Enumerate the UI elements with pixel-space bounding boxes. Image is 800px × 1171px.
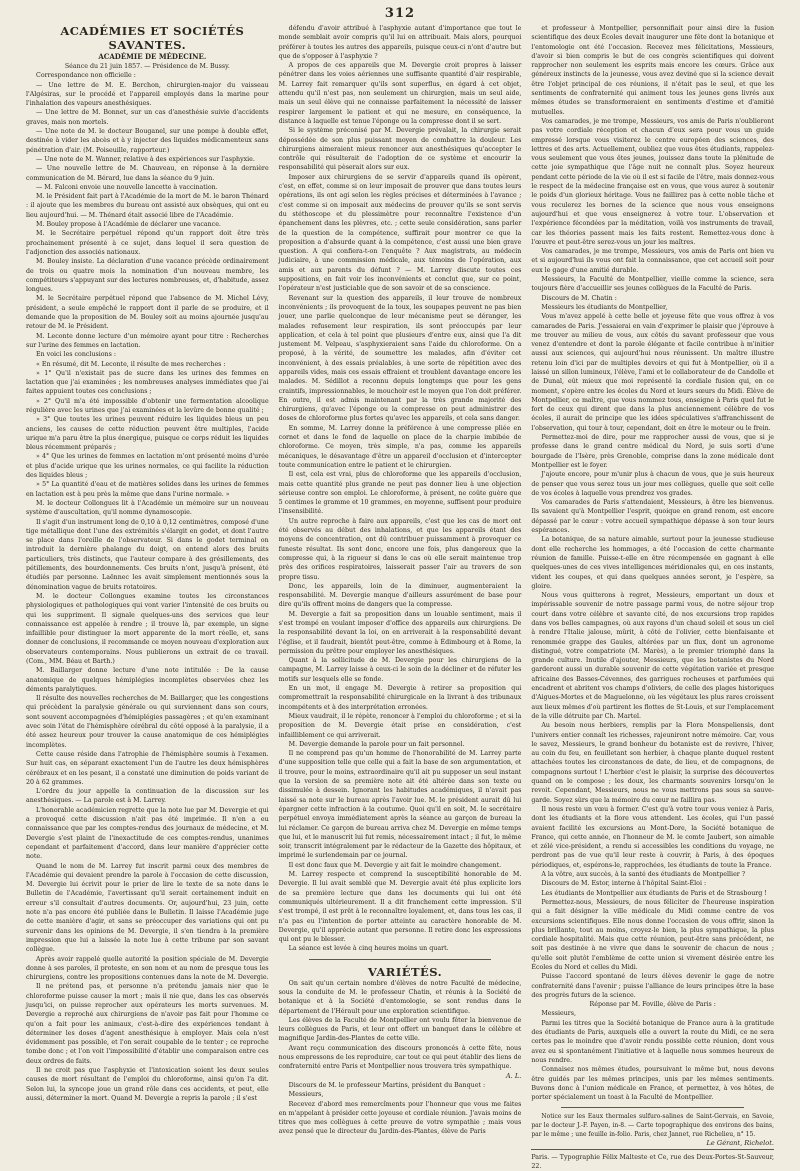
speech3-heading: Discours de M. Estor, interne à l'hôpital Saint-Éloi : <box>541 880 707 888</box>
column-right <box>531 24 775 1170</box>
paragraph: » 4° Que les urines de femmes en lactation m'ont présenté moins d'urée et plus d'acide urique que les urines normales, ce qui facilite la réduction des liquides bleus ; <box>26 453 269 480</box>
column-left <box>26 24 269 1102</box>
paragraph: On sait qu'un certain nombre d'élèves de notre Faculté de médecine, sous la conduite de M. le professeur Chatin, et réunis à la Société de botanique et à la Société d'entomologie, se sont rendus dans le département de l'Hérault pour une exploration scientifique. <box>278 979 522 1015</box>
paragraph: Vous m'avez appelé à cette belle et joyeuse fête que vous offrez à vos camarades de Paris. J'essaierai en vain d'exprimer le plaisir que j'éprouve à me trouver au milieu de vous, aux côtés du savant professeur que vous venez d'entendre et dont la parole élégante et facile contribue à m'initier aussi aux sciences, qui aujourd'hui nous réunissent. Un maître illustre retenu loin d'ici par de multiples devoirs et qui fut à Montpellier, où il a laissé un sillon lumineux, l'élève, l'ami et le collaborateur de de Candolle et de Dunal, eût mieux que moi représenté la cordiale fusion qui, en ce moment, s'opère entre les écoles du Nord et leurs sœurs du Midi. Élève de Montpellier, ce maître, que vous nommez tous, enseigne à Paris quel fut le fort de ceux qui dirent que dans la plus anciennement célèbre de vos écoles, il aurait de principe que les idées spéculatives s'affranchissent de l'observation, qui tour à tour, cependant, doit en être le moteur ou le frein. <box>531 313 775 432</box>
paragraph: Il ne comprend pas qu'un homme de l'honorabilité de M. Larrey parte d'une supposition telle que celle qui a fait la base de son argumentation, et il trouve, pour le moins, extraordinaire qu'il ait pu supposer un seul instant que la version de sa première note ait été altérée dans son texte ou dissimulée à dessein. Ignorant les habitudes académiques, il n'avait pas laissé sa note sur le bureau après l'avoir lue. M. le président aurait dû lui épargner cette infraction à la coutume. Quoi qu'il en soit, M. le secrétaire perpétuel envoya immédiatement après la séance au garçon de bureau la lui réclamer. Ce garçon de bureau arriva chez M. Devergie en même temps que lui, et le manuscrit lui fut remis, nécessairement intact ; il fut, le même soir, transcrit intégralement par le rédacteur de la Gazette des hôpitaux, et imprimé le surlendemain par ce journal. <box>278 750 522 860</box>
paragraph: L'ordre du jour appelle la continuation de la discussion sur les anesthésiques. — La parole est à M. Larrey. <box>26 788 269 805</box>
signature: A. L. <box>505 1071 522 1080</box>
paragraph: — Une lettre de M. Bonnet, sur un cas d'anesthésie suivie d'accidents graves, mais non mortels. <box>26 109 269 126</box>
session-line: Séance du 21 juin 1857. — Présidence de M. Bussy. <box>64 63 230 70</box>
paragraph: A propos de ces appareils que M. Devergie croit propres à laisser pénétrer dans les voies aériennes une suffisante quantité d'air respirable, M. Larrey fait remarquer qu'ils sont superflus, en égard à cet objet, attendu qu'il n'est pas, non seulement un chirurgien, mais un seul aide, mais un seul élève qui ne connaisse parfaitement la nécessité de laisser respirer largement le patient et qui ne mesure, en conséquence, la distance à laquelle est tenue l'éponge ou la compresse dont il se sert. <box>278 62 522 125</box>
paragraph: J'ajoute encore, pour m'unir plus à chacun de vous, que je suis heureux de penser que vous serez tous un jour mes collègues, quelle que soit celle de vos écoles à laquelle vous prendrez vos grades. <box>531 471 775 497</box>
paragraph: » 3° Que toutes les urines peuvent réduire les liquides bleus un peu anciens, les causes de cette réduction peuvent être multiples, l'acide urique m'a paru être la plus énergique, puisque ce corps réduit les liquides bleus récemment préparés ; <box>26 416 269 452</box>
paragraph: La séance est levée à cinq heures moins un quart. <box>288 945 449 953</box>
divider <box>309 959 492 960</box>
paragraph: Les élèves de la Faculté de Montpellier ont voulu fêter la bienvenue de leurs collègues de Paris, et leur ont offert un banquet dans le célèbre et magnifique Jardin-des-Plantes de cette ville. <box>278 1016 522 1043</box>
paragraph: » 2° Qu'il m'a été impossible d'obtenir une fermentation alcoolique régulière avec les urines que j'ai examinées et la levûre de bonne qualité ; <box>26 397 269 414</box>
paragraph: M. le Secrétaire perpétuel répond qu'un rapport doit être très prochainement présenté à ce sujet, dans lequel il sera question de l'adjonction des associés nationaux. <box>26 230 269 256</box>
paragraph: Il ne prétend pas, et personne n'a prétendu jamais nier que le chloroforme puisse causer la mort ; mais il nie que, dans les cas observés jusqu'ici, on puisse reprocher aux opérateurs les morts survenues. M. Devergie a reproché aux chirurgiens de n'avoir pas fait pour l'homme ce qu'on a fait pour les animaux, c'est-à-dire des expériences tendant à déterminer les doses d'agent anesthésique à employer. Mais cela n'est évidemment pas possible, et l'on serait coupable de le tenter ; ce reproche tombe donc ; et l'on voit l'impossibilité d'établir une comparaison entre ces deux ordres de faits. <box>26 983 269 1065</box>
paragraph: « En résumé, dit M. Leconte, il résulte de mes recherches : <box>36 360 226 368</box>
paragraph: Nous vous quitterons à regret, Messieurs, emportant un doux et impérissable souvenir de notre passage parmi vous, de notre séjour trop court dans votre célèbre et savante cité, de nos excursions trop rapides dans vos belles campagnes, où aux rayons d'un chaud soleil et sous un ciel à rendre l'Italie jalouse, mûrit, à côté de l'olivier, cette bienfaisante et renommée grappe des Gaules, altérées par un flux, dont un agronome distingué, votre compatriote (M. Marès), a le premier triomphé dans la grande culture. Inutile d'ajouter, Messieurs, que les botanistes du Nord garderont aussi un durable souvenir de cette végétation variée et presque africaine des Basses-Cévennes, des garrigues rocheuses et parfumées qui encadrent et abritent vos champs d'oliviers, de celle des plages historiques d'Aigues-Mortes et de Maguelonne, où les végétaux les plus rares croissent aux lieux mêmes d'où partirent les flottes de St-Louis, et sur l'emplacement de la ville détruite par Ch. Martel. <box>531 592 775 720</box>
divider <box>561 1107 744 1108</box>
paragraph: En voici les conclusions : <box>36 351 116 359</box>
paragraph: Permettez-nous, Messieurs, de nous féliciter de l'heureuse inspiration qui a fait désigner la ville médicale du Midi comme centre de vos excursions scientifiques. Elle nous donne l'occasion de vous offrir, sinon la plus brillante, tout au moins, croyez-le bien, la plus sympathique, la plus cordiale hospitalité. Mais que cette réunion, peut-être sans précédent, ne soit pas destinée à ne vivre que dans le souvenir de chacun de nous ; qu'elle soit plutôt l'emblème de cette union si vivement désirée entre les Écoles du Nord et celles du Midi. <box>531 898 775 971</box>
paragraph: Revenant sur la question des appareils, il leur trouve de nombreux inconvénients ; ils provoquent de la toux, les soupapes peuvent ne pas bien jouer, une parlie quelconque de leur mécanisme peut se déranger, les malades refusement leur respiration, ils sont préoccupés par leur application, et cela à tel point que plusieurs d'entre eux, ainsi que l'a dit justement M. Velpeau, s'asphyxieraient sans l'aide du chloroforme. On a proposé, à la vérité, de soumettre les malades, afin d'éviter cet inconvénient, à des essais préalables, à une sorte de répétition avec des appareils vides, mais ces essais effraient et troublent davantage encore les malades. M. Sédillot a reconnu depuis longtemps que pour les gens craintifs, impressionnables, le mouchoir est le moyen que l'on doit préférer. En outre, il est admis maintenant par la très grande majorité des chirurgiens, qu'avec l'éponge ou la compresse on peut administrer des doses de chloroforme plus fortes qu'avec les appareils, et cela sans danger. <box>278 294 522 423</box>
paragraph: Donc, les appareils, loin de la diminuer, augmenteraient la responsabilité. M. Devergie manque d'ailleurs assurément de base pour dire qu'ils offrent moins de dangers que la compresse. <box>278 582 522 609</box>
paragraph: Après avoir rappelé quelle autorité la position spéciale de M. Devergie donne à ses paroles, il proteste, en son nom et au nom de presque tous les chirurgiens, contre les propositions contenues dans la note de M. Devergie. <box>26 955 269 982</box>
speech2-heading: Discours de M. Chatin : <box>541 294 617 302</box>
subsection-title: ACADÉMIE DE MÉDECINE. <box>98 52 207 61</box>
speech3-body <box>531 889 774 1001</box>
speech4-body <box>531 1009 774 1102</box>
speech-heading: Discours de M. le professeur Martins, président du Banquet : <box>288 1081 486 1089</box>
paragraph: En somme, M. Larrey donne la préférence à une compresse pliée en cornet et dans le fond de laquelle on place de la charpie imbibée de chloroforme. Ce moyen, très simple, n'a pas, comme les appareils mécaniques, le désavantage d'être un appareil d'occlusion et d'intercepter toute communication entre le patient et le chirurgien. <box>278 424 522 469</box>
paragraph: M. le docteur Collongues lit à l'Académie un mémoire sur un nouveau système d'auscultation, qu'il nomme dynamoscopie. <box>26 499 269 517</box>
middle-body <box>279 24 522 954</box>
paragraph: — Une lettre de M. E. Berchon, chirurgien-major du vaisseau l'Algésiras, sur le procédé et l'appareil employés dans la marine pour l'inhalation des vapeurs anesthésiques. <box>26 81 269 108</box>
imprint-line: Paris. — Typographie Félix Malteste et Ce, rue des Deux-Portes-St-Sauveur, 22. <box>531 1149 774 1171</box>
paragraph: M. Devergie demande la parole pour un fait personnel. <box>288 740 465 748</box>
paragraph: M. le Président fait part à l'Académie de la mort de M. le baron Thénard : il ajoute que les membres du bureau ont assisté aux obsèques, qui ont eu lieu aujourd'hui. — M. Thénard était associé libre de l'Académie. <box>26 193 269 219</box>
paragraph: défendu d'avoir attribué à l'asphyxie autant d'importance que tout le monde semblait avoir compris qu'il lui en attribuait. Mais alors, pourquoi préférer à toutes les autres des appareils, puisque ceux-ci n'ont d'autre but que de s'opposer à l'asphyxie ? <box>278 25 522 60</box>
paragraph: Il s'agit d'un instrument long de 0,10 à 0,12 centimètres, composé d'une tige métallique dont l'une des extrémités s'élargit en godet, et dont l'autre se place dans l'oreille de l'observateur. Si dans le godet terminal on introduit la dernière phalange du doigt, on entend alors des bruits particuliers, très distincts, que l'auteur compare à des grésillements, des pétillements, des bourdonnements. Ces bruits n'ont, jusqu'à présent, été étudiés par personne. Laënnec les avait simplement mentionnés sous la dénomination vague de bruits rotatoires. <box>26 518 269 591</box>
section-title: ACADÉMIES ET SOCIÉTÉS SAVANTES. <box>60 24 245 52</box>
page-number: 312 <box>384 6 416 21</box>
paragraph: Au besoin nous herbiers, remplis par la Flora Monspeliensis, dont l'univers entier connaît les richesses, rajeuniront notre mémoire. Car, vous le savez, Messieurs, le grand bonheur du botaniste est de revivre, l'hiver, au coin du feu, en feuilletant son herbier, à chaque plante duquel restent attachées toutes les circonstances de date, de lieu, et de compagnons, de compagnons surtout ! L'herbier c'est le plaisir, la surprise des découvertes quand on le compose ; les doux, les charmants souvenirs lorsqu'on le revoit. Cependant, Messieurs, nous ne vous mettrons pas sous sa sauve-garde. Soyez sûrs que la mémoire du cœur ne faillira pas. <box>531 722 775 804</box>
paragraph: M. Bouley insiste. La déclaration d'une vacance précède ordinairement de trois ou quatre mois la nomination d'un nouveau membre, les compétiteurs s'appuyant sur des lectures nombreuses, et, d'habitude, assez longues. <box>26 258 269 294</box>
book-notice: Notice sur les Eaux thermales sulfuro-salines de Saint-Gervais, en Savoie, par le docteur J.-F. Payen, in-8. — Carte topographique des environs des bains, par le même ; une feuille in-folio. Paris, chez Jannet, rue Richelieu, n° 15. <box>531 1113 775 1138</box>
columns <box>26 24 775 1170</box>
paragraph: Un autre reproche à faire aux appareils, c'est que les cas de mort ont été observés au début des inhalations, et que les appareils étant des moyens de concentration, ont dû contribuer puissamment à provoquer ce funeste résultat. Ils sont donc, encore une fois, plus dangereux que la compresse qui, à la rigueur si dans le cas où elle serait maintenue trop près des orifices respiratoires, laisserait passer l'air au travers de son propre tissu. <box>278 517 522 581</box>
paragraph: Vos camarades, je me trompe, Messieurs, vos amis de Paris ont bien vu et si aujourd'hui ils vous ont fait la connaissance, que cet accueil soit pour eux le gage d'une amitié durable. <box>531 248 775 274</box>
paragraph: — Une note de M. Wanner, relative à des expériences sur l'asphyxie. <box>36 155 255 163</box>
paragraph: M. Bouley propose à l'Académie de déclarer une vacance. <box>36 221 221 229</box>
paragraph: Connaisez nos mêmes études, poursuivant le même but, nous devons être guidés par les mêmes principes, unis par les mêmes sentiments. Buvons donc à l'union médicale en France, et permettez, à vos hôtes, de porter spécialement un toast à la Faculté de Montpellier. <box>531 1066 775 1102</box>
paragraph: Vos camarades de Paris s'attendaient, Messieurs, à être les bienvenus. Ils savaient qu'à Montpellier l'esprit, quoique en grand renom, est encore dépassé par le cœur : votre accueil sympathique dépasse à son tour leurs espérances. <box>531 499 775 535</box>
paragraph: Messieurs les étudiants de Montpellier, <box>541 303 668 311</box>
paragraph: Les étudiants de Montpellier aux étudiants de Paris et de Strasbourg ! <box>541 889 767 897</box>
paragraph: La botanique, de sa nature aimable, surtout pour la jeunesse studieuse dont elle recherche les hommages, a été l'occasion de cette charmante réunion de famille. Puisse-t-elle en être récompensée en gagnant à elle quelques-unes de ces vives intelligences méridionales qui, en ces instants, vident les coupes, et qui dans quelques années seront, je l'espère, sa gloire. <box>531 536 775 590</box>
paragraph: Avant reçu communication des discours prononcés à cette fête, nous nous empressons de les reproduire, car tout ce qui peut établir des liens de confraternité entre Paris et Montpellier nous trouvera très sympathique. <box>278 1044 522 1071</box>
paragraph: Vos camarades, je me trompe, Messieurs, vos amis de Paris n'oublieront pas votre cordiale réception et chacun d'eux sera pour vous un guide empressé lorsque vous visiterez le centre européen des sciences, des lettres et des arts. Actuellement, oubliez que vous êtes étudiants, rappelez-vous seulement que vous êtes jeunes, jouissez dans toute la plénitude de cette joie sympathique que l'âge nuit ne connaît plus. Soyez heureux pendant cette période de la vie où il est si facile de l'être, mais donnez-vous le respect de la médecine française est en vous, que vous aurez à soutenir le poids d'un glorieux héritage. Vous ne faillirez pas à cette noble tâche et vous reculerez les bornes de la science que nous vous enseignons aujourd'hui et que vous enseignerez à votre tour. L'observation et l'expérience fécondées par la méditation, voilà vos instruments de travail, car les théories passent mais les faits restent. Remettez-vous donc à l'œuvre et peut-être serez-vous un jour les maîtres. <box>531 117 775 246</box>
paragraph: » 1° Qu'il n'existait pas de sucre dans les urines des femmes en lactation que j'ai examinées ; les nombreuses analyses immédiates que j'ai faites appuient toutes ces conclusions ; <box>26 369 269 396</box>
paragraph: Il nous reste un vœu à former. C'est qu'à votre tour vous veniez à Paris, dont les étudiants et la flore vous attendent. Les écoles, qui l'un passé avaient facilité les excursions au Mont-Dore, la Société botanique de France, qui cette année, en l'honneur de M. le comte Jaubert, son aimable et zélé vice-président, a rendu si accessibles les conditions du voyage, ne perdront pas de vue qu'il leur reste à couvrir, à Paris, à des époques périodiques, et, espérons-le, rapprochées, les étudiants de toute la France. <box>531 805 775 869</box>
paragraph: — Une note de M. le docteur Bouganel, sur une pompe à double effet, destinée à vider les abcès et à y injecter des liquides médicamenteux sans pénétration d'air. (M. Poiseuille, rapporteur.) <box>26 128 269 154</box>
paragraph: A la vôtre, aux succès, à la santé des étudiants de Montpellier ? <box>541 871 746 879</box>
column-middle <box>278 24 522 1136</box>
paragraph: Recevez d'abord mes remercîments pour l'honneur que vous me faites en m'appelant à présider cette joyeuse et cordiale réunion. J'avais moins de titres que mes collègues à cette preuve de votre sympathie ; mais vous avez pensé que le directeur du Jardin-des-Plantes, élève de Paris <box>278 1100 522 1136</box>
paragraph: et professeur à Montpellier, personnifiait pour ainsi dire la fusion scientifique des deux Écoles devait inaugurer une fête dont la botanique et l'entomologie ont été l'occasion. Recevez mes félicitations, Messieurs, d'avoir si bien compris le but de ces congrès scientifiques qui doivent rapprocher non seulement les esprits mais encore les cœurs. Grâce aux généreux instincts de la jeunesse, vous avez deviné que si la science devait être l'objet principal de ces réunions, il n'était pas le seul, et que les sentiments de confraternité qui animent tous les jeunes gens livrés aux mêmes études se transformeraient en sentiments d'estime et d'amitié mutuelles. <box>531 25 775 116</box>
paragraph: M. Leconte donne lecture d'un mémoire ayant pour titre : Recherches sur l'urine des femmes en lactation. <box>26 332 269 349</box>
paragraph: Si le système préconisé par M. Devergie prévalait, la chirurgie serait dépossédée de son plus puissant moyen de combattre la douleur. Les chirurgiens aimeraient mieux renoncer aux anesthésiques qu'accepter le contrôle qui résulterait de l'adoption de ce système et encourir la responsabilité qui pèserait alors sur eux. <box>278 127 522 172</box>
paragraph: M. Larrey respecte et comprend la susceptibilité honorable de M. Devergie. Il lui avait semblé que M. Devergie avait été plus explicite lors de sa première lecture que dans les documents qui lui ont été communiqués ultérieurement. Il a dit franchement cette impression. S'il s'est trompé, il est prêt à le reconnaître loyalement, et, dans tous les cas, il n'a pas eu l'intention de porter atteinte au caractère honorable de M. Devergie, qu'il apprécie autant que personne. Il retire donc les expressions qui ont pu le blesser. <box>278 871 522 944</box>
paragraph: » 5° La quantité d'eau et de matières solides dans les urines de femmes en lactation est à peu près la même que dans l'urine normale. » <box>26 481 269 498</box>
paragraph: M. le docteur Collongues examine toutes les circonstances physiologiques et pathologiques qui vont varier l'intensité de ces bruits ou qui les suppriment. Il signale quelques-uns des services que leur connaissance est appelée à rendre ; il trouve là, par exemple, un signe infaillible pour distinguer la mort apparente de la mort réelle, et, sans donner de conclusions, il recommande ce moyen nouveau d'exploration aux observateurs contemporains. Nous publierons un extrait de ce travail. (Com., MM. Béau et Barth.) <box>26 592 269 665</box>
paragraph: M. le Secrétaire perpétuel répond que l'absence de M. Michel Lévy, président, a seule empêché le rapport dont il parle de se produire, et il demande que la proposition de M. Bouley soit au moins ajournée jusqu'au retour de M. le Président. <box>26 295 269 331</box>
paragraph: Mieux vaudrait, il le répète, renoncer à l'emploi du chloroforme ; et si la proposition de M. Devergie était prise en considération, c'est infailliblement ce qui arriverait. <box>278 712 522 739</box>
paragraph: M. Devergie a fait sa proposition dans un louable sentiment, mais il s'est trompé en voulant imposer d'office des appareils aux chirurgiens. De la responsabilité devant la loi, on en arriverait à la responsabilité devant l'église, et il faudrait, bientôt peut-être, comme à Édimbourg et à Rome, la permission du prêtre pour employer les anesthésiques. <box>278 610 522 655</box>
paragraph: Il ne croit pas que l'asphyxie et l'intoxication soient les deux seules causes de mort résultant de l'emploi du chloroforme, ainsi qu'on l'a dit. Selon lui, la syncope joue un grand rôle dans ces accidents, et peut, elle aussi, déterminer la mort. Quand M. Devergie a repris la parole ; il s'est <box>26 1067 269 1102</box>
paragraph: Cette cause réside dans l'atrophie de l'hémisphère soumis à l'examen. Sur huit cas, en séparant exactement l'un de l'autre les deux hémisphères cérébraux et en les pesant, il a constaté une diminution de poids variant de 20 à 62 grammes. <box>26 750 269 786</box>
speech2-body <box>531 303 774 879</box>
paragraph: — Une nouvelle lettre de M. Chauveau, en réponse à la dernière communication de M. Bérard, lue dans la séance du 9 juin. <box>26 165 269 182</box>
paragraph: Il résulte des nouvelles recherches de M. Baillarger, que les congestions qui précèdent la paralysie générale ou qui surviennent dans son cours, sont souvent accompagnées d'hémiplégies passagères ; et qu'en examinant avec soin l'état de l'hémisphère cérébral du côté opposé à la paralysie, il a été assez heureux pour trouver la cause anatomique de ces hémiplégies incomplètes. <box>26 695 269 749</box>
paragraph: Quand le nom de M. Larrey fut inscrit parmi ceux des membres de l'Académie qui devaient prendre la parole à l'occasion de cette discussion, M. Devergie lui écrivit pour le prier de lire le texte de sa note dans le Bulletin de l'Académie, l'avertissant qu'il serait certainement induit en erreur s'il consultait d'autres documents. Or, aujourd'hui, 23 juin, cette note n'a pas encore été publiée dans le Bulletin. Il laisse l'Académie juge de cette manière d'agir, et sans se préoccuper des variations qui ont pu survenir dans les opinions de M. Devergie, il s'en tiendra à la première impression que lui a laissée la note lue à cette tribune par son savant collègue. <box>26 862 269 954</box>
speech-body <box>279 1090 522 1136</box>
paragraph: — M. Falconi envoie une nouvelle lancette à vaccination. <box>36 183 218 191</box>
paragraph: Messieurs, <box>541 1010 577 1018</box>
paragraph: L'honorable académicien regrette que la note lue par M. Devergie et qui a provoqué cette discussion n'ait pas été imprimée. Il n'en a eu connaissance que par les comptes-rendus des journaux de médecine, et M. Devergie s'est plaint de l'inexactitude de ces comptes-rendus, unanimes cependant et parfaitement d'accord, dans leur manière d'apprécier cette note. <box>26 806 269 861</box>
paragraph: Parmi les titres que la Société botanique de France aura à la gratitude des étudiants de Paris, auxquels elle a ouvert la route du Midi, ce ne sera certes pas le moindre que d'avoir rendu possible cette réunion, dont vous avez eu si spontanément l'initiative et à laquelle nous sommes heureux de nous rendre. <box>531 1019 775 1064</box>
speech4-heading: Réponse par M. Foville, élève de Paris : <box>589 1001 716 1009</box>
paragraph: Il est donc faux que M. Devergie y ait fait le moindre changement. <box>288 861 502 869</box>
paragraph: Quant à la sollicitude de M. Devergie pour les chirurgiens de la campagne, M. Larrey laisse à ceux-ci le soin de la décliner et de réfuter les motifs sur lesquels elle se fonde. <box>278 657 522 683</box>
paragraph: Permettez-moi de dire, pour me rapprocher aussi de vous, que si je professe dans le grand centre médical du Nord, je suis sorti d'une bourgade de l'Isère, près Grenoble, comprise dans la zone médicale dont Montpellier est le foyer. <box>531 434 775 469</box>
right-body <box>531 24 774 294</box>
paragraph: Il est, cela est vrai, plus de chloroforme que les appareils d'occlusion, mais cette quantité plus grande ne peut pas donner lieu à une objection sérieuse contre son emploi. Le chloroforme, à présent, ne coûte guère que 5 centimes le gramme et 10 grammes, en moyenne, suffisent pour produire l'insensibilité. <box>278 471 522 516</box>
paragraph: Correspondance non officielle : <box>36 72 136 80</box>
paragraph: Puisse l'accord spontané de leurs élèves devenir le gage de notre confraternité dans l'avenir ; puisse l'alliance de leurs principes être la base des progrès futurs de la science. <box>531 973 775 999</box>
paragraph: M. Baillarger donne lecture d'une note intitulée : De la cause anatomique de quelques hémiplégies incomplètes observées chez les déments paralytiques. <box>26 667 269 693</box>
gerant-line: Le Gérant, Richelot. <box>706 1139 775 1148</box>
paragraph: Messieurs, <box>288 1091 324 1099</box>
paragraph: En un mot, il engage M. Devergie à retirer sa proposition qui compromettrait la responsabilité chirurgicale en la livrant à des tribunaux incompétents et à des interprétation erronées. <box>278 685 522 711</box>
varietes-title: VARIÉTÉS. <box>367 964 443 979</box>
paragraph: Imposer aux chirurgiens de se servir d'appareils quand ils opèrent, c'est, en effet, comme si on leur imposait de prouver que dans toutes leurs opérations, ils ont agi selon les règles précises et déterminées à l'avance ; c'est comme si on imposait aux médecins de prouver qu'ils se sont servis du stéthoscope et du plessimètre pour reconnaître l'existence d'un épanchement dans les plèvres, etc. ; cette seule considération, sans parler de la question de la compétence, suffirait pour montrer ce que la proposition a d'absurde quant à la compétence, c'est aussi une bien grave question. A qui confiera-t-on l'enquête ? Aux magistrats, au médecin judiciaire, à une commission médicale, aux témoins de l'opération, aux amis et aux parents du défunt ? — M. Larrey discute toutes ces suppositions, en fait voir les inconvénients et conclut que, sur ce point, l'opérateur n'est justiciable que de son savoir et de sa conscience. <box>278 173 522 293</box>
paragraph: Messieurs, la Faculté de Montpellier, vieille comme la science, sera toujours fière d'accueillir ses jeunes collègues de la Faculté de Paris. <box>531 276 775 293</box>
left-body <box>26 71 269 1103</box>
varietes-body <box>279 979 522 1072</box>
